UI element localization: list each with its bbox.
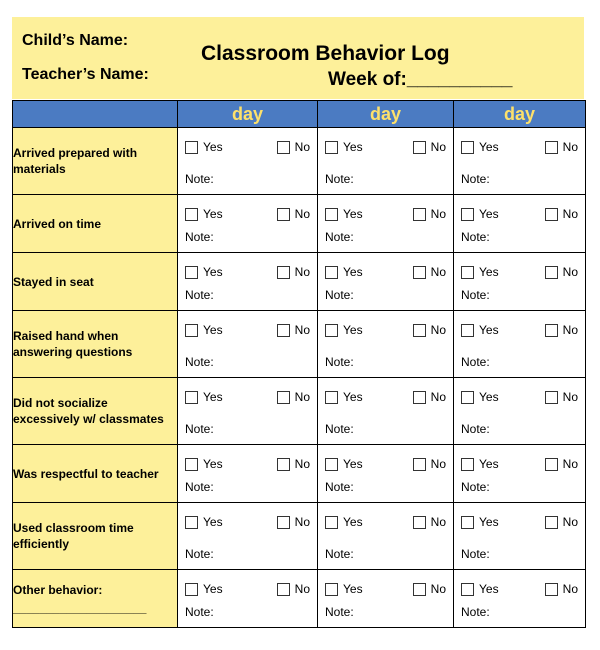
no-option[interactable] (413, 582, 446, 596)
behavior-label (13, 378, 178, 445)
yes-label: Yes (479, 390, 499, 404)
behavior-text: Used classroom time efficiently (13, 521, 134, 551)
day-cell (178, 128, 318, 195)
yes-option[interactable] (461, 582, 499, 596)
note-label: Note: (325, 355, 354, 369)
behavior-text: Arrived prepared with materials (13, 146, 138, 176)
yes-checkbox[interactable] (185, 583, 198, 596)
no-checkbox[interactable] (277, 583, 290, 596)
no-label: No (294, 457, 310, 471)
yes-label: Yes (479, 323, 499, 337)
behavior-row (13, 445, 586, 503)
no-option[interactable] (545, 515, 578, 529)
yes-option[interactable] (185, 582, 223, 596)
no-label: No (562, 265, 578, 279)
no-label: No (562, 515, 578, 529)
day-cell (454, 128, 586, 195)
yes-checkbox[interactable] (185, 266, 198, 279)
no-label: No (562, 457, 578, 471)
no-checkbox[interactable] (277, 141, 290, 154)
day-cell (454, 445, 586, 503)
day-cell (318, 378, 454, 445)
yes-checkbox[interactable] (325, 458, 338, 471)
yes-option[interactable] (325, 390, 363, 404)
note-label: Note: (461, 547, 490, 561)
note-label: Note: (325, 230, 354, 244)
no-checkbox[interactable] (413, 583, 426, 596)
yes-checkbox[interactable] (185, 516, 198, 529)
yes-label: Yes (343, 515, 363, 529)
yes-option[interactable] (461, 515, 499, 529)
no-option[interactable] (545, 582, 578, 596)
behavior-text: Did not socialize excessively w/ classmates (13, 396, 164, 426)
note-label: Note: (461, 172, 490, 186)
note-label: Note: (325, 480, 354, 494)
no-label: No (294, 265, 310, 279)
yes-label: Yes (203, 457, 223, 471)
yes-checkbox[interactable] (325, 583, 338, 596)
no-option[interactable] (277, 515, 310, 529)
yes-label: Yes (203, 323, 223, 337)
yes-checkbox[interactable] (325, 391, 338, 404)
note-label: Note: (185, 230, 214, 244)
yes-label: Yes (203, 265, 223, 279)
no-option[interactable] (277, 457, 310, 471)
yes-checkbox[interactable] (325, 266, 338, 279)
note-label: Note: (461, 480, 490, 494)
teachers-name-label: Teacher’s Name: (22, 66, 149, 83)
yes-checkbox[interactable] (461, 391, 474, 404)
yes-option[interactable] (185, 457, 223, 471)
note-label: Note: (185, 288, 214, 302)
yes-option[interactable] (461, 390, 499, 404)
day-cell (318, 128, 454, 195)
no-label: No (430, 323, 446, 337)
yes-label: Yes (343, 323, 363, 337)
no-option[interactable] (413, 457, 446, 471)
yes-checkbox[interactable] (325, 324, 338, 337)
yes-label: Yes (203, 390, 223, 404)
no-checkbox[interactable] (277, 458, 290, 471)
day-cell (178, 503, 318, 570)
yes-label: Yes (479, 140, 499, 154)
behavior-row (13, 378, 586, 445)
no-label: No (430, 207, 446, 221)
yes-checkbox[interactable] (185, 208, 198, 221)
day-cell (318, 445, 454, 503)
no-label: No (294, 582, 310, 596)
no-label: No (562, 140, 578, 154)
yes-checkbox[interactable] (461, 458, 474, 471)
no-checkbox[interactable] (545, 458, 558, 471)
day-cell (454, 503, 586, 570)
no-option[interactable] (413, 323, 446, 337)
no-option[interactable] (545, 390, 578, 404)
no-checkbox[interactable] (413, 391, 426, 404)
yes-checkbox[interactable] (325, 141, 338, 154)
yes-option[interactable] (325, 207, 363, 221)
yes-checkbox[interactable] (185, 324, 198, 337)
no-label: No (294, 515, 310, 529)
yes-label: Yes (479, 207, 499, 221)
day-cell (454, 570, 586, 628)
no-option[interactable] (413, 390, 446, 404)
note-label: Note: (461, 230, 490, 244)
behavior-text: Arrived on time (13, 216, 102, 231)
behavior-label (13, 503, 178, 570)
note-label: Note: (461, 605, 490, 619)
yes-option[interactable] (185, 515, 223, 529)
yes-option[interactable] (461, 323, 499, 337)
header-panel (12, 17, 584, 99)
day-cell (318, 503, 454, 570)
yes-option[interactable] (185, 390, 223, 404)
no-option[interactable] (277, 390, 310, 404)
yes-option[interactable] (461, 140, 499, 154)
no-checkbox[interactable] (545, 141, 558, 154)
note-label: Note: (185, 605, 214, 619)
day-cell (178, 253, 318, 311)
behavior-row (13, 128, 586, 195)
yes-label: Yes (479, 515, 499, 529)
column-header-day-1: day (178, 101, 318, 128)
yes-checkbox[interactable] (461, 583, 474, 596)
no-option[interactable] (545, 323, 578, 337)
no-label: No (562, 390, 578, 404)
note-label: Note: (185, 355, 214, 369)
behavior-row (13, 570, 586, 628)
no-checkbox[interactable] (545, 208, 558, 221)
behavior-text: Raised hand when answering questions (13, 329, 133, 359)
no-option[interactable] (277, 140, 310, 154)
note-label: Note: (461, 355, 490, 369)
no-checkbox[interactable] (545, 516, 558, 529)
no-checkbox[interactable] (277, 208, 290, 221)
no-checkbox[interactable] (545, 266, 558, 279)
yes-label: Yes (479, 582, 499, 596)
no-checkbox[interactable] (545, 391, 558, 404)
behavior-row (13, 311, 586, 378)
yes-checkbox[interactable] (461, 266, 474, 279)
column-header-day-2: day (318, 101, 454, 128)
yes-checkbox[interactable] (325, 516, 338, 529)
no-checkbox[interactable] (277, 516, 290, 529)
yes-option[interactable] (325, 457, 363, 471)
no-option[interactable] (413, 207, 446, 221)
no-checkbox[interactable] (545, 324, 558, 337)
note-label: Note: (325, 422, 354, 436)
yes-label: Yes (343, 582, 363, 596)
behavior-text: Other behavior: (13, 582, 103, 597)
childs-name-label: Child’s Name: (22, 32, 129, 49)
note-label: Note: (185, 547, 214, 561)
behavior-label (13, 445, 178, 503)
day-cell (454, 378, 586, 445)
day-cell (318, 253, 454, 311)
no-option[interactable] (413, 265, 446, 279)
yes-label: Yes (203, 140, 223, 154)
day-cell (178, 570, 318, 628)
yes-option[interactable] (185, 323, 223, 337)
no-checkbox[interactable] (413, 208, 426, 221)
column-header-row (13, 101, 586, 128)
no-checkbox[interactable] (413, 324, 426, 337)
no-label: No (562, 207, 578, 221)
no-label: No (430, 390, 446, 404)
no-checkbox[interactable] (277, 391, 290, 404)
yes-label: Yes (203, 515, 223, 529)
no-checkbox[interactable] (413, 141, 426, 154)
yes-option[interactable] (185, 265, 223, 279)
page-title: Classroom Behavior Log (201, 42, 450, 65)
no-option[interactable] (545, 265, 578, 279)
no-label: No (294, 390, 310, 404)
yes-checkbox[interactable] (461, 516, 474, 529)
behavior-label (13, 570, 178, 628)
yes-option[interactable] (461, 207, 499, 221)
yes-label: Yes (343, 207, 363, 221)
week-of-label: Week of:__________ (328, 69, 513, 90)
day-cell (318, 195, 454, 253)
yes-label: Yes (479, 265, 499, 279)
yes-label: Yes (343, 140, 363, 154)
no-checkbox[interactable] (413, 266, 426, 279)
note-label: Note: (185, 172, 214, 186)
behavior-row (13, 503, 586, 570)
no-option[interactable] (277, 265, 310, 279)
yes-option[interactable] (325, 265, 363, 279)
other-behavior-blank: ____________________ (13, 600, 147, 615)
day-cell (178, 378, 318, 445)
column-header-day-3: day (454, 101, 586, 128)
yes-label: Yes (343, 390, 363, 404)
yes-checkbox[interactable] (185, 141, 198, 154)
yes-checkbox[interactable] (461, 141, 474, 154)
yes-checkbox[interactable] (185, 458, 198, 471)
behavior-label (13, 128, 178, 195)
column-header-blank (13, 101, 178, 128)
no-option[interactable] (545, 140, 578, 154)
day-cell (454, 195, 586, 253)
day-cell (454, 311, 586, 378)
no-checkbox[interactable] (545, 583, 558, 596)
no-option[interactable] (277, 323, 310, 337)
yes-label: Yes (203, 582, 223, 596)
no-label: No (294, 140, 310, 154)
note-label: Note: (325, 547, 354, 561)
day-cell (454, 253, 586, 311)
no-label: No (294, 207, 310, 221)
behavior-text: Was respectful to teacher (13, 466, 159, 481)
day-cell (318, 311, 454, 378)
yes-label: Yes (343, 457, 363, 471)
yes-option[interactable] (325, 140, 363, 154)
yes-checkbox[interactable] (185, 391, 198, 404)
note-label: Note: (325, 288, 354, 302)
yes-option[interactable] (325, 515, 363, 529)
yes-option[interactable] (185, 140, 223, 154)
note-label: Note: (461, 288, 490, 302)
no-option[interactable] (545, 207, 578, 221)
no-label: No (562, 582, 578, 596)
no-label: No (430, 515, 446, 529)
no-option[interactable] (413, 140, 446, 154)
yes-checkbox[interactable] (461, 324, 474, 337)
no-checkbox[interactable] (413, 516, 426, 529)
yes-label: Yes (203, 207, 223, 221)
no-label: No (430, 582, 446, 596)
no-option[interactable] (413, 515, 446, 529)
no-label: No (430, 457, 446, 471)
note-label: Note: (461, 422, 490, 436)
yes-option[interactable] (461, 265, 499, 279)
yes-checkbox[interactable] (325, 208, 338, 221)
note-label: Note: (325, 605, 354, 619)
behavior-log-table (12, 100, 586, 628)
day-cell (178, 445, 318, 503)
no-checkbox[interactable] (413, 458, 426, 471)
behavior-row (13, 195, 586, 253)
yes-label: Yes (343, 265, 363, 279)
no-label: No (294, 323, 310, 337)
yes-checkbox[interactable] (461, 208, 474, 221)
no-label: No (430, 265, 446, 279)
behavior-row (13, 253, 586, 311)
yes-option[interactable] (325, 582, 363, 596)
behavior-text: Stayed in seat (13, 274, 94, 289)
yes-option[interactable] (325, 323, 363, 337)
behavior-label (13, 253, 178, 311)
no-option[interactable] (277, 207, 310, 221)
day-cell (318, 570, 454, 628)
note-label: Note: (325, 172, 354, 186)
note-label: Note: (185, 480, 214, 494)
behavior-label (13, 311, 178, 378)
behavior-label (13, 195, 178, 253)
no-option[interactable] (277, 582, 310, 596)
day-cell (178, 311, 318, 378)
note-label: Note: (185, 422, 214, 436)
no-label: No (430, 140, 446, 154)
no-option[interactable] (545, 457, 578, 471)
day-cell (178, 195, 318, 253)
no-checkbox[interactable] (277, 324, 290, 337)
yes-option[interactable] (185, 207, 223, 221)
yes-label: Yes (479, 457, 499, 471)
no-checkbox[interactable] (277, 266, 290, 279)
yes-option[interactable] (461, 457, 499, 471)
no-label: No (562, 323, 578, 337)
